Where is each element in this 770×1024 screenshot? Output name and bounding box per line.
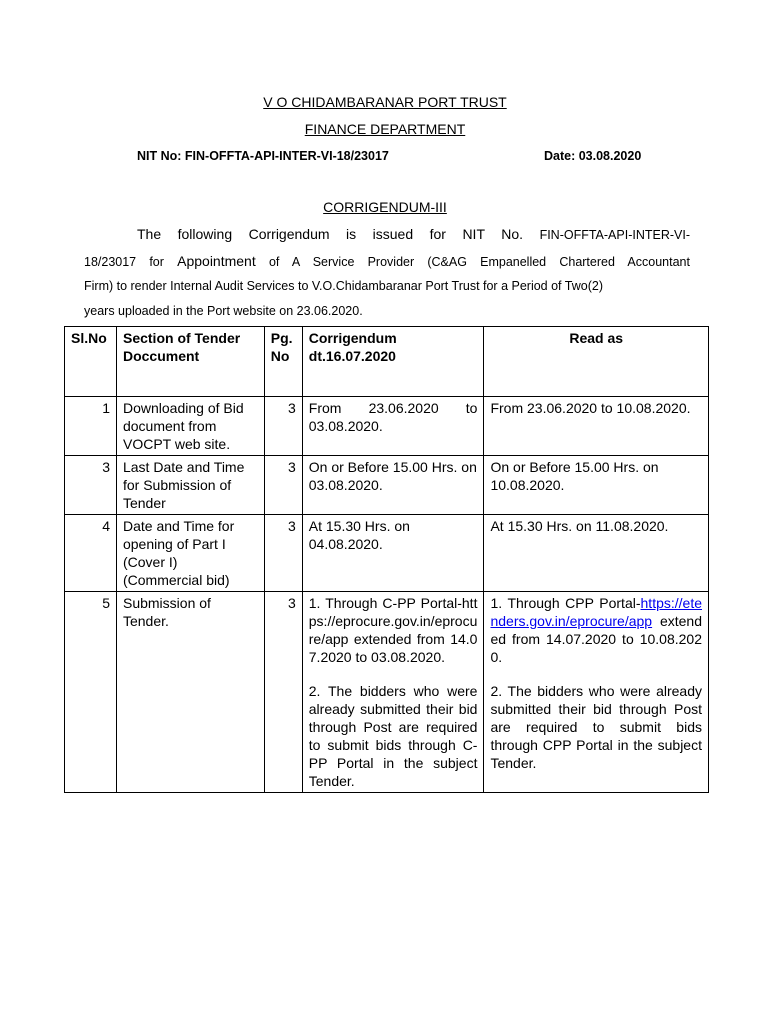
intro-line-1: The following Corrigendum is issued for NIT No. FIN-OFFTA-API-INTER-VI- [137, 226, 691, 242]
cell-corrigendum [302, 592, 484, 793]
cell-slno: 4 [65, 515, 117, 592]
cell-corrigendum: At 15.30 Hrs. on 04.08.2020. [302, 515, 484, 592]
read-as-item-2: 2. The bidders who were already submitted their bid through Post are required to submit bids through CPP Portal in the subject Tender. [490, 683, 702, 771]
cell-page: 3 [264, 515, 302, 592]
department-title: FINANCE DEPARTMENT [304, 121, 466, 137]
header-corrigendum: Corrigendum dt.16.07.2020 [302, 327, 484, 397]
header-section: Section of Tender Doccument [116, 327, 264, 397]
header-read-as: Read as [484, 327, 709, 397]
corrigendum-table [64, 326, 709, 793]
table-row [65, 456, 709, 515]
cell-read-as: At 15.30 Hrs. on 11.08.2020. [484, 515, 709, 592]
table-row [65, 592, 709, 793]
read-as-item-1: 1. Through CPP Portal-https://etenders.gov.in/eprocure/app extended from 14.07.2020 to 10.08.2020. [490, 595, 702, 665]
cell-section: Submission of Tender. [116, 592, 264, 793]
header-page: Pg. No [264, 327, 302, 397]
table-header-row [65, 327, 709, 397]
cell-slno: 5 [65, 592, 117, 793]
corrigendum-item-1: 1. Through C-PP Portal-https://eprocure.gov.in/eprocure/app extended from 14.07.2020 to 03.08.2020. [308, 595, 478, 665]
org-title: V O CHIDAMBARANAR PORT TRUST [263, 94, 507, 110]
etenders-link[interactable]: https://etenders.gov.in/eprocure/app [490, 595, 702, 629]
document-date: Date: 03.08.2020 [544, 149, 642, 163]
cell-slno: 1 [65, 397, 117, 456]
cell-read-as [484, 592, 709, 793]
cell-read-as: On or Before 15.00 Hrs. on 10.08.2020. [484, 456, 709, 515]
intro-line-3: Firm) to render Internal Audit Services to V.O.Chidambaranar Port Trust for a Period of Two(2) [84, 279, 603, 293]
cell-section: Downloading of Bid document from VOCPT web site. [116, 397, 264, 456]
cell-slno: 3 [65, 456, 117, 515]
cell-page: 3 [264, 592, 302, 793]
cell-section: Last Date and Time for Submission of Tender [116, 456, 264, 515]
cell-page: 3 [264, 397, 302, 456]
header-slno: Sl.No [65, 327, 117, 397]
intro-line-4: years uploaded in the Port website on 23.06.2020. [84, 304, 363, 318]
table-row [65, 397, 709, 456]
cell-corrigendum: From 23.06.2020 to 03.08.2020. [302, 397, 484, 456]
table-row [65, 515, 709, 592]
cell-page: 3 [264, 456, 302, 515]
cell-read-as: From 23.06.2020 to 10.08.2020. [484, 397, 709, 456]
intro-line-2: 18/23017 for Appointment of A Service Provider (C&AG Empanelled Chartered Accountant [84, 253, 690, 269]
nit-number: NIT No: FIN-OFFTA-API-INTER-VI-18/23017 [137, 149, 389, 163]
corrigendum-item-2: 2. The bidders who were already submitted their bid through Post are required to submit bids through C-PP Portal in the subject Tender. [308, 683, 478, 789]
cell-section: Date and Time for opening of Part I (Cover I) (Commercial bid) [116, 515, 264, 592]
document-title: CORRIGENDUM-III [323, 199, 447, 215]
cell-corrigendum: On or Before 15.00 Hrs. on 03.08.2020. [302, 456, 484, 515]
